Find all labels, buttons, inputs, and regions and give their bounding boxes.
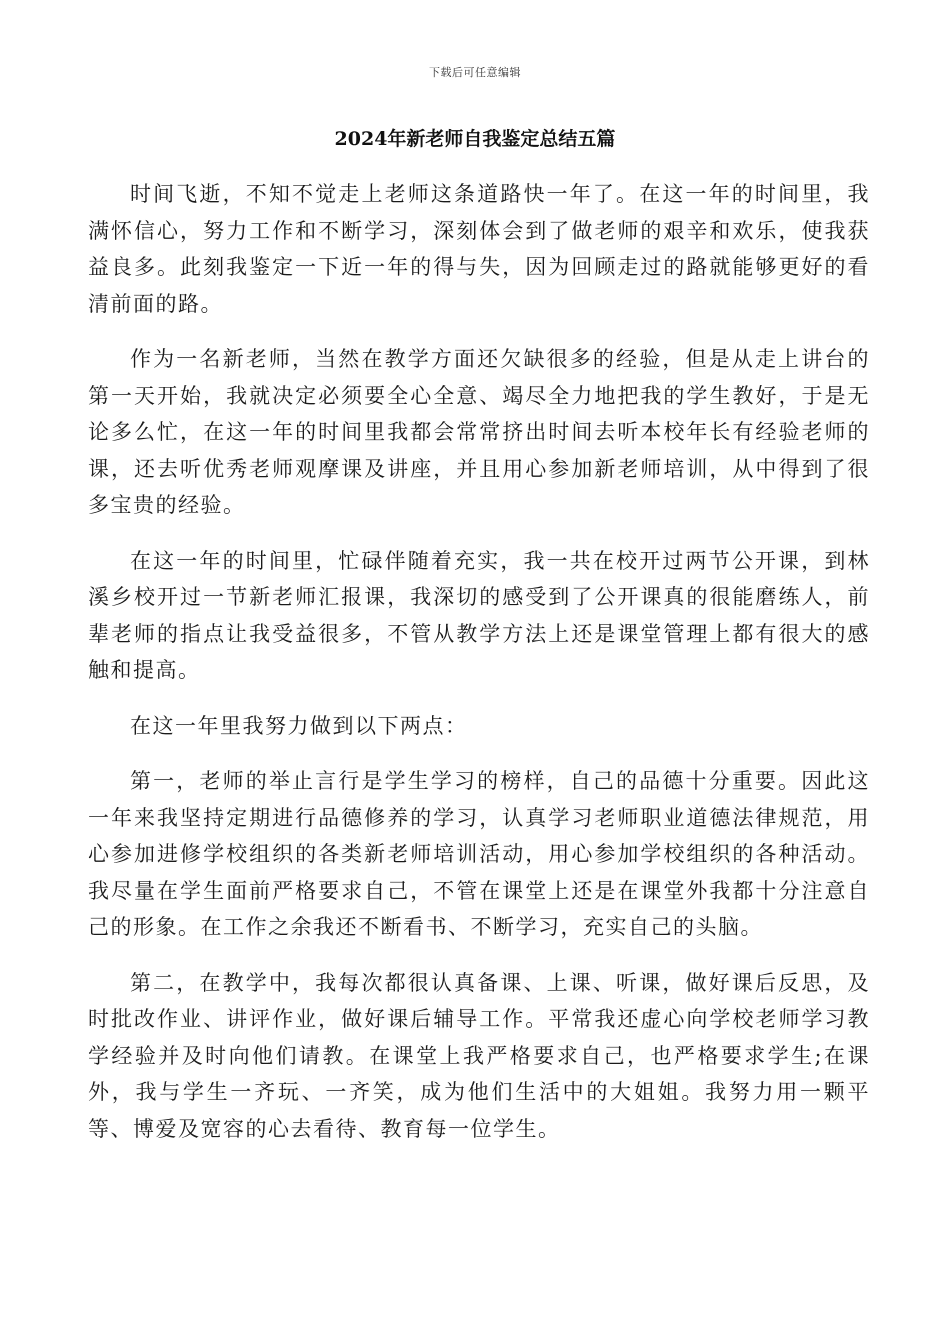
document-body bbox=[88, 176, 870, 1166]
paragraph-4: 在这一年里我努力做到以下两点： bbox=[130, 713, 468, 738]
header-note: 下载后可任意编辑 bbox=[429, 66, 521, 79]
paragraph-3: 在这一年的时间里，忙碌伴随着充实，我一共在校开过两节公开课，到林溪乡校开过一节新老师汇报课，我深切的感受到了公开课真的很能磨练人，前辈老师的指点让我受益很多，不管从教学方法上还是课堂管理上都有很大的感触和提高。 bbox=[88, 548, 870, 682]
paragraph-1: 时间飞逝，不知不觉走上老师这条道路快一年了。在这一年的时间里，我满怀信心，努力工作和不断学习，深刻体会到了做老师的艰辛和欢乐，使我获益良多。此刻我鉴定一下近一年的得与失，因为回顾走过的路就能够更好的看清前面的路。 bbox=[88, 182, 870, 316]
paragraph-6: 第二，在教学中，我每次都很认真备课、上课、听课，做好课后反思，及时批改作业、讲评作业，做好课后辅导工作。平常我还虚心向学校老师学习教学经验并及时向他们请教。在课堂上我严格要求自己，也严格要求学生;在课外，我与学生一齐玩、一齐笑，成为他们生活中的大姐姐。我努力用一颗平等、博爱及宽容的心去看待、教育每一位学生。 bbox=[88, 970, 870, 1141]
paragraph-5: 第一，老师的举止言行是学生学习的榜样，自己的品德十分重要。因此这一年来我坚持定期进行品德修养的学习，认真学习老师职业道德法律规范，用心参加进修学校组织的各类新老师培训活动，用心参加学校组织的各种活动。我尽量在学生面前严格要求自己，不管在课堂上还是在课堂外我都十分注意自己的形象。在工作之余我还不断看书、不断学习，充实自己的头脑。 bbox=[88, 769, 870, 939]
paragraph-2: 作为一名新老师，当然在教学方面还欠缺很多的经验，但是从走上讲台的第一天开始，我就决定必须要全心全意、竭尽全力地把我的学生教好，于是无论多么忙，在这一年的时间里我都会常常挤出时间去听本校年长有经验老师的课，还去听优秀老师观摩课及讲座，并且用心参加新老师培训，从中得到了很多宝贵的经验。 bbox=[88, 347, 870, 517]
page-title: 2024年新老师自我鉴定总结五篇 bbox=[334, 128, 616, 150]
